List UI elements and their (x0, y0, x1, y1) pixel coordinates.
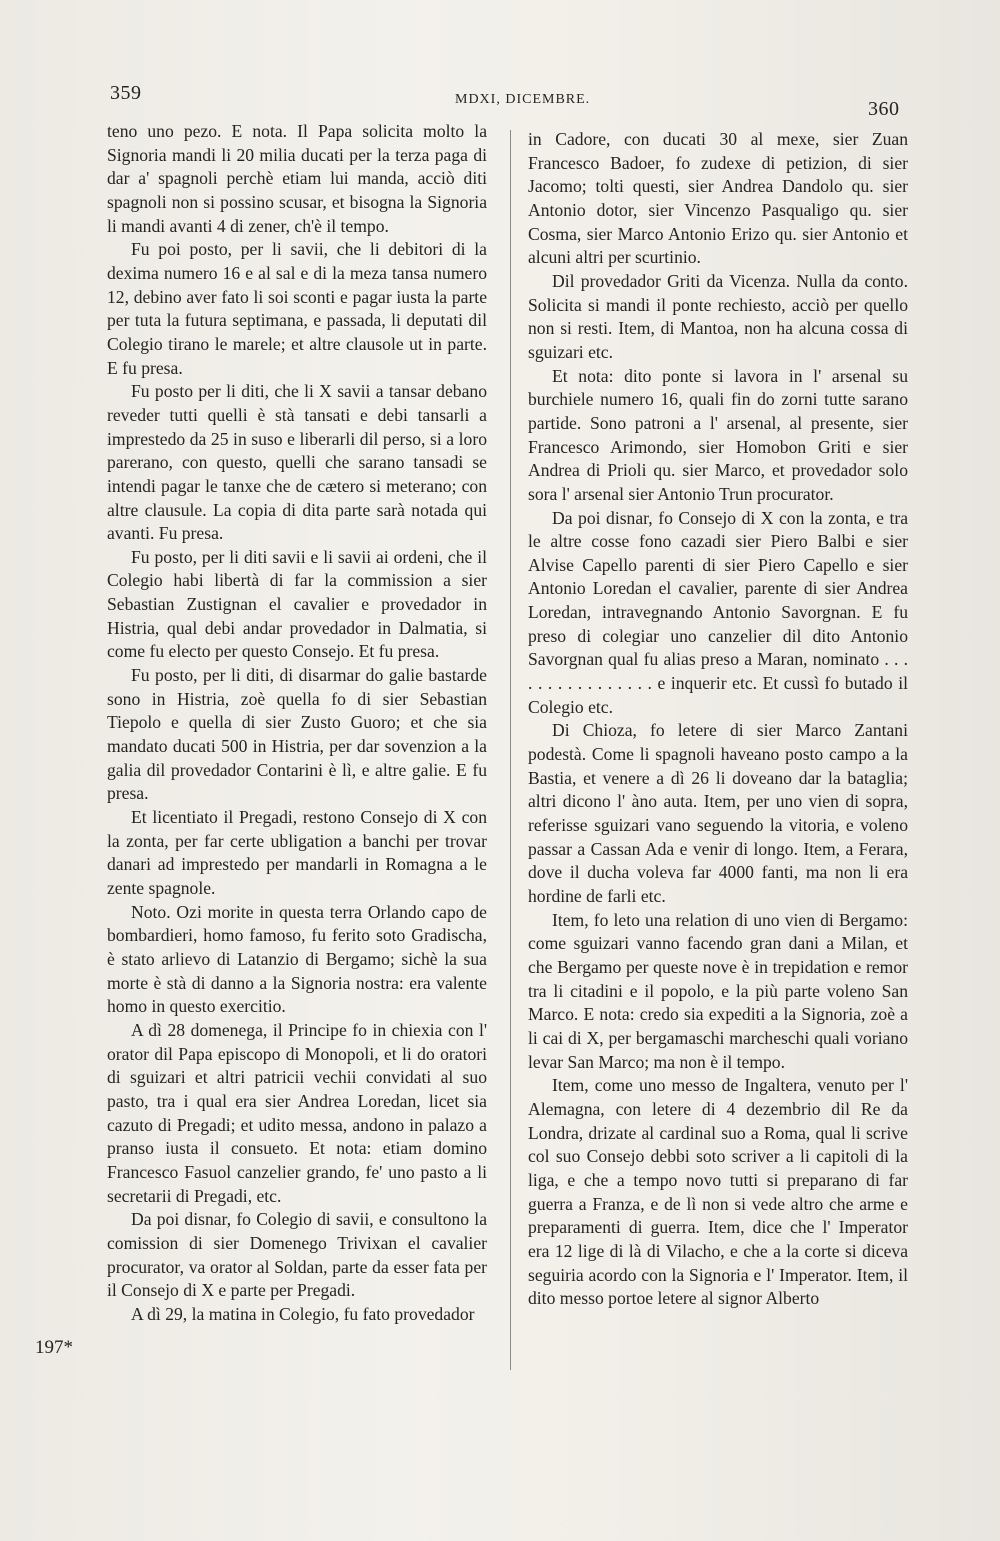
paragraph: teno uno pezo. E nota. Il Papa solicita molto la Signoria mandi li 20 milia ducati per la terza paga di dar a' spagnoli perchè etiam lui manda, acciò diti spagnoli non si possino scusar, et bisogna la Signoria li mandi avanti 4 di zener, ch'è il tempo. (107, 121, 487, 236)
page-number-right: 360 (868, 98, 900, 120)
right-column (528, 128, 908, 1311)
paragraph: Et nota: dito ponte si lavora in l' arsenal su burchiele numero 16, quali fin do zorni tutte sarano partide. Sono patroni a l' arsenal, al presente, sier Francesco Arimondo, sier Homobon Griti e sier Andrea di Prioli qu. sier Marco, et provedador solo sora l' arsenal sier Antonio Trun procurator. (528, 365, 908, 504)
left-column (107, 120, 487, 1326)
paragraph: Fu posto, per li diti, di disarmar do galie bastarde sono in Histria, zoè quella fo di sier Sebastian Tiepolo e quella di sier Zusto Guoro; et che sia mandato ducati 500 in Histria, per dar sovenzion a la galia dil provedador Contarini è lì, e altre galie. E fu presa. (107, 665, 487, 804)
paragraph: Fu posto, per li diti savii e li savii ai ordeni, che il Colegio habi libertà di far la commission a sier Sebastian Zustignan el cavalier e provedador in Histria, qual debi andar provedador in Dalmatia, si come fu electo per questo Consejo. Et fu presa. (107, 546, 487, 662)
paragraph: A dì 29, la matina in Colegio, fu fato provedador (131, 1303, 475, 1324)
margin-note: 197* (35, 1337, 73, 1358)
paragraph: Noto. Ozi morite in questa terra Orlando capo de bombardieri, homo famoso, fu ferito soto Gradischa, è stato arlievo di Latanzio di Bergamo; sichè la sua morte è stà di danno a la Signoria nostra: era valente homo in questo exercitio. (107, 901, 487, 1017)
paragraph: in Cadore, con ducati 30 al mexe, sier Zuan Francesco Badoer, fo zudexe di petizion, di sier Jacomo; tolti questi, sier Andrea Dandolo qu. sier Antonio dotor, sier Vincenzo Pasqualigo qu. sier Cosma, sier Marco Antonio Erizo qu. sier Antonio et alcuni altri per scurtinio. (528, 129, 908, 268)
paragraph: A dì 28 domenega, il Principe fo in chiexia con l' orator dil Papa episcopo di Monopoli, et li do oratori di sguizari et altri patricii vechii convidati al suo pasto, tra i qual era sier Andrea Loredan, licet sia cazuto di Pregadi; et udito messa, andono in palazo a pranso iusta il consueto. Et nota: etiam domino Francesco Fasuol canzelier grando, fe' uno pasto a li secretarii di Pregadi, etc. (107, 1019, 487, 1206)
paragraph: Et licentiato il Pregadi, restono Consejo di X con la zonta, per far certe ubligation a banchi per trovar danari ad imprestedo per mandarli in Romagna a le zente spagnole. (107, 807, 487, 898)
paragraph: Item, come uno messo de Ingaltera, venuto per l' Alemagna, con letere di 4 dezembrio dil Re da Londra, drizate al cardinal suo a Roma, qual li scrive col suo Consejo debbi soto scriver a li capitoli di la liga, e che a tempo novo tutti si preparano di far guerra a Franza, e de lì non si vede altro che arme e preparamenti di guerra. Item, dice che l' Imperator era 12 lige di là di Vilacho, e che a la corte si diceva seguiria acordo con la Signoria e l' Imperator. Item, il dito messo portoe letere al signor Alberto (528, 1075, 908, 1309)
running-head: MDXI, DICEMBRE. (455, 92, 591, 107)
paragraph: Da poi disnar, fo Colegio di savii, e consultono la comission di sier Domenego Trivixan el cavalier procurator, va orator al Soldan, parte da esser fata per il Consejo di X e parte per Pregadi. (107, 1209, 487, 1301)
paragraph: Fu posto per li diti, che li X savii a tansar debano reveder tutti quelli è stà tansati e debi tansarli a imprestedo da 25 in suso e liberarli dil perso, si a loro parerano, con questo, quelli che sarano tansadi se intendi pagar le tanxe che de cætero si meterano; con altre clausule. La copia di dita parte sarà notada qui avanti. Fu presa. (107, 381, 487, 544)
column-divider (510, 130, 511, 1370)
paragraph: Item, fo leto una relation di uno vien di Bergamo: come sguizari vanno facendo gran dani a Milan, et che Bergamo per queste nove è in trepidation e remor tra li citadini e il popolo, e la più parte voleno San Marco. E nota: credo sia expediti a la Signoria, zoè a li cai di X, per bergamaschi marcheschi quali voriano levar San Marco; ma non è il tempo. (528, 909, 908, 1072)
paragraph: Di Chioza, fo letere di sier Marco Zantani podestà. Come li spagnoli haveano posto campo a la Bastia, et venere a dì 26 li doveano dar la bataglia; altri dicono l' àno auta. Item, per uno vien di sopra, referisse sguizari vano seguendo la vitoria, e voleno passar a Cassan Ada e venir di longo. Item, a Ferara, dove il ducha voleva far 4000 fanti, ma non li era hordine de farli etc. (528, 720, 908, 906)
paragraph: Fu poi posto, per li savii, che li debitori di la dexima numero 16 e al sal e di la meza tansa numero 12, debino aver fato li soi sconti e pagar iusta la parte per tuta la futura septimana, e passada, li deputati dil Colegio tirano le marele; et altre clausole ut in parte. E fu presa. (107, 239, 487, 378)
paragraph: Dil provedador Griti da Vicenza. Nulla da conto. Solicita si mandi il ponte rechiesto, acciò per quello non si resti. Item, di Mantoa, non ha alcuna cossa di sguizari etc. (528, 270, 908, 362)
page-number-left: 359 (110, 82, 142, 104)
paragraph: Da poi disnar, fo Consejo di X con la zonta, e tra le altre cosse fono cazadi sier Piero Balbi e sier Alvise Capello parenti di sier Piero Capello e sier Antonio Loredan el cavalier, parente di sier Andrea Loredan, intravegnando Antonio Savorgnan. E fu preso di colegiar uno canzelier dil dito Antonio Savorgnan qual fu alias preso a Maran, nominato . . . . . . . . . . . . . . . . e inquerir etc. Et cussì fo butado il Colegio etc. (528, 507, 908, 717)
